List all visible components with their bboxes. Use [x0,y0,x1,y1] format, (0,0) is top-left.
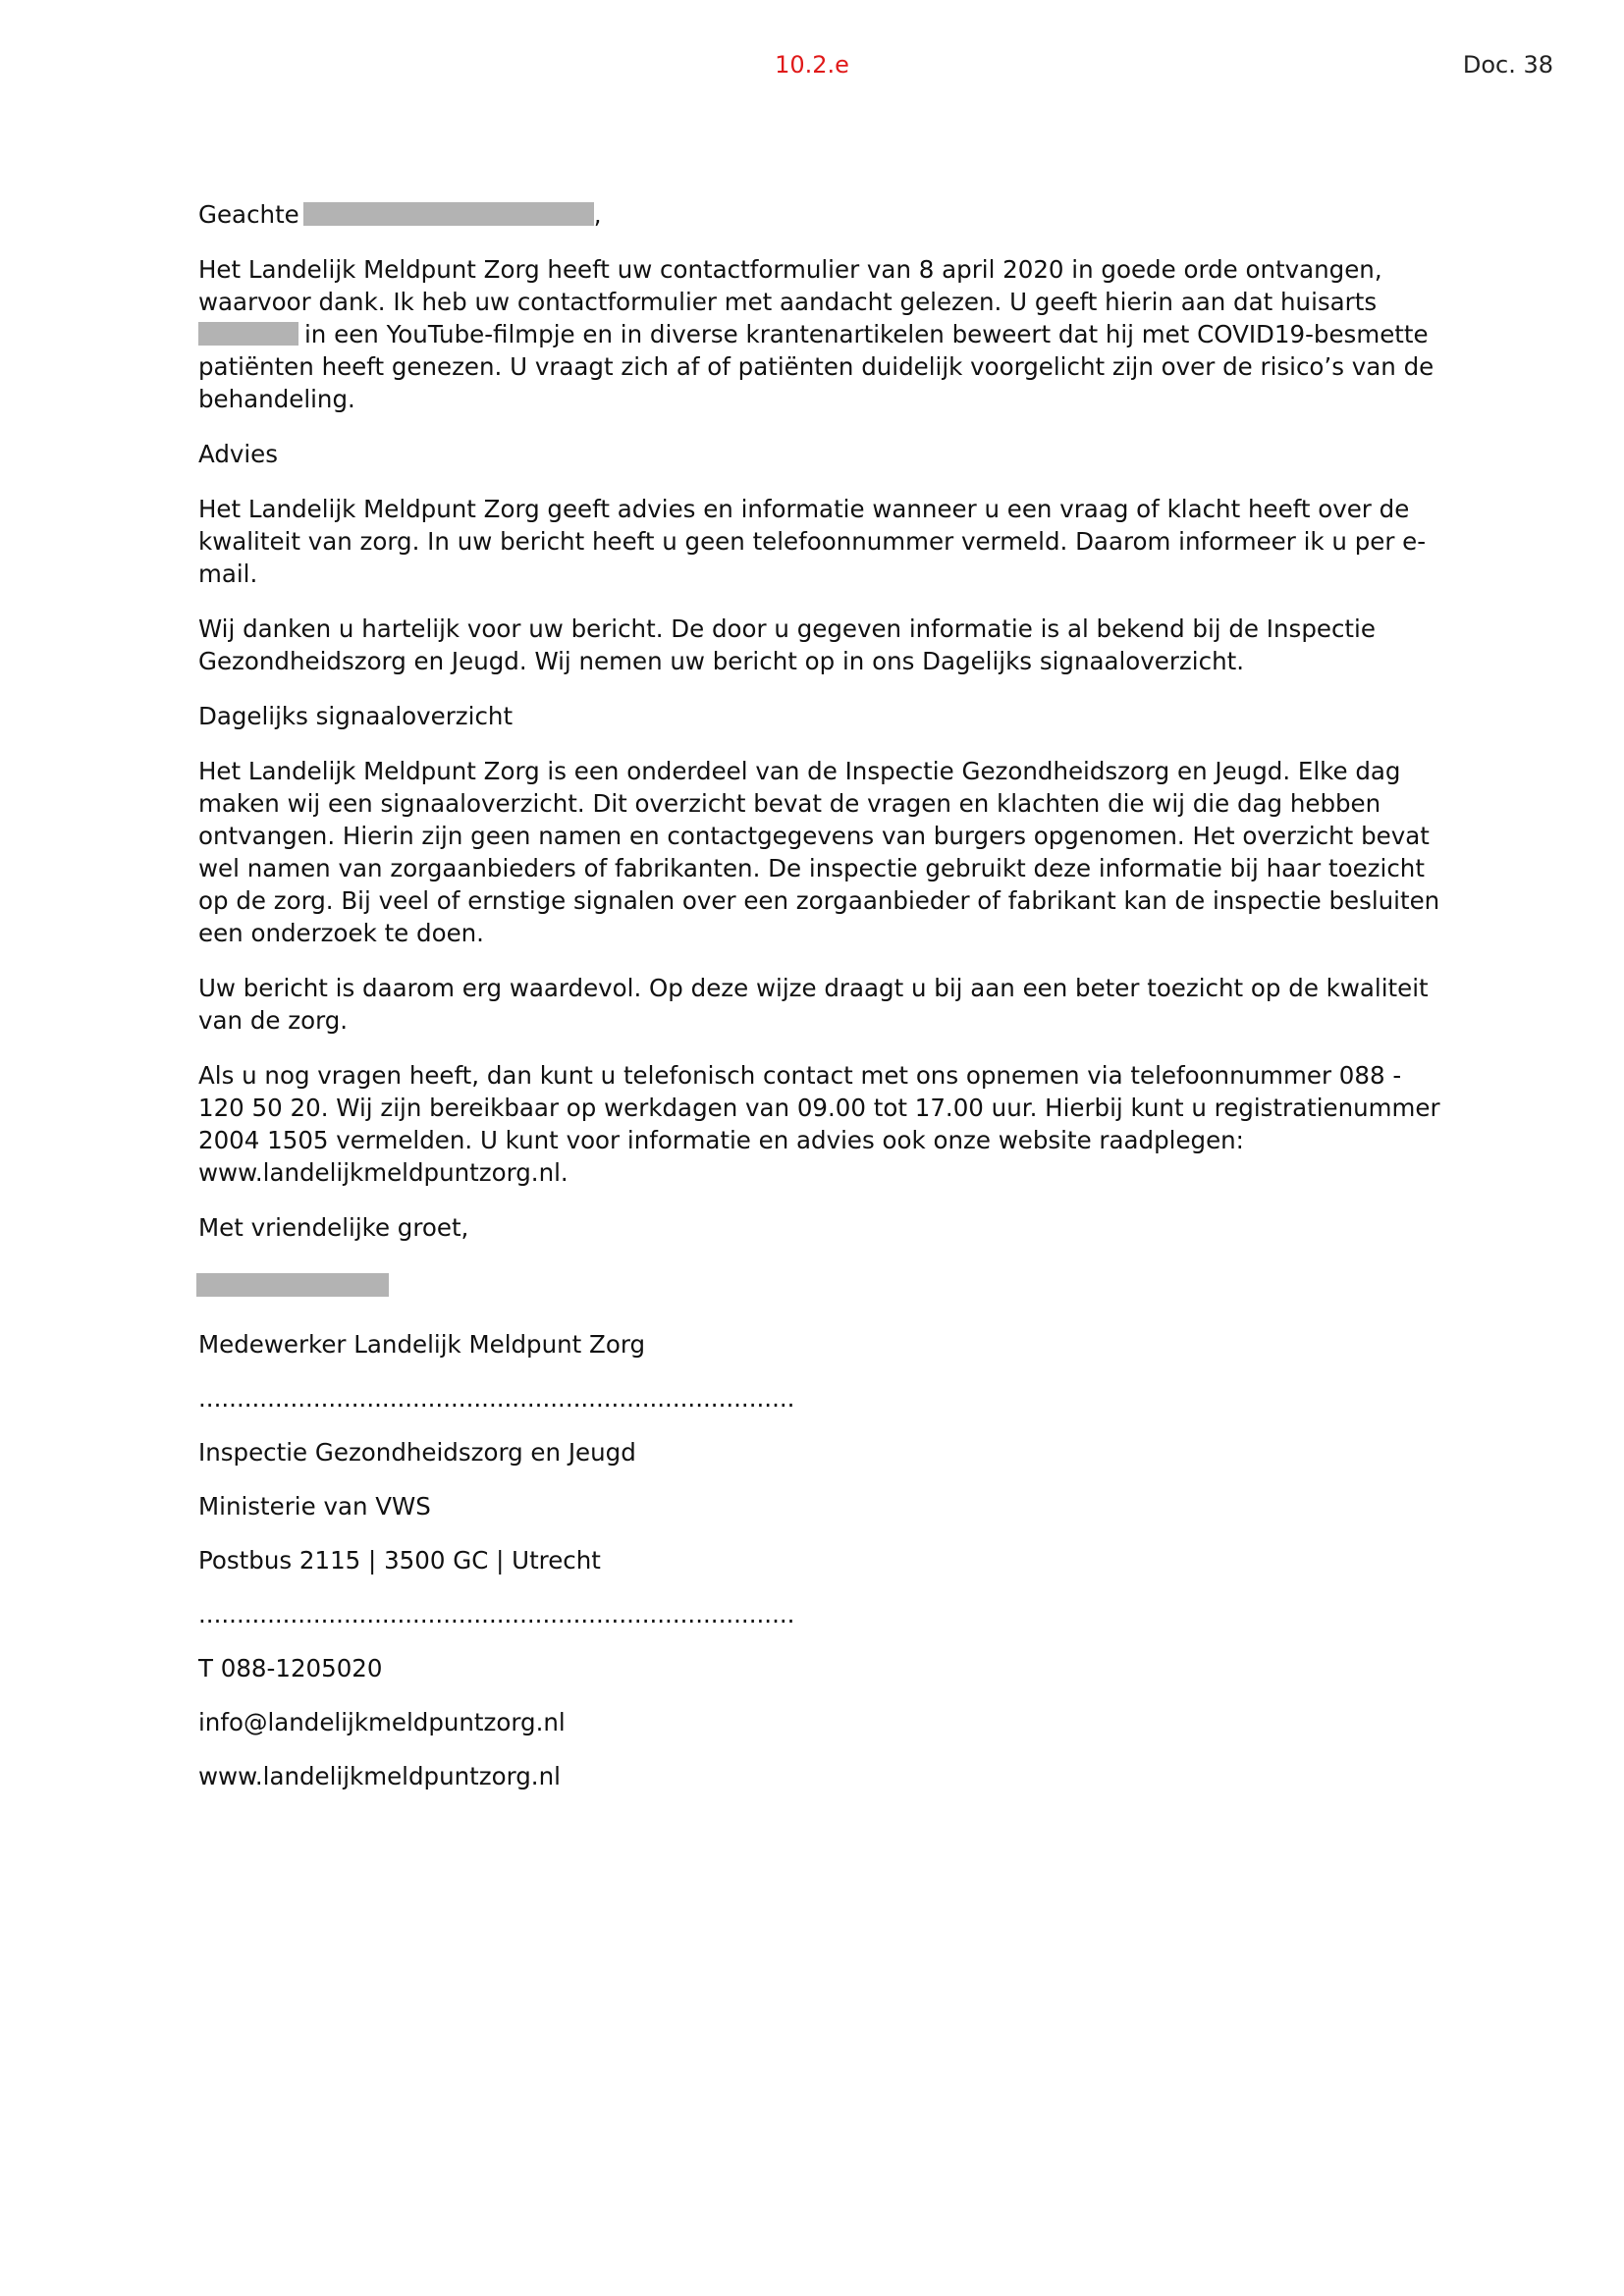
salutation-prefix: Geachte [198,200,299,229]
redacted-signature-name [196,1273,389,1297]
redacted-recipient-name [303,202,594,226]
paragraph-signaaloverzicht: Het Landelijk Meldpunt Zorg is een onderdeel van de Inspectie Gezondheidszorg en Jeugd. Elke dag maken wij een signaaloverzicht. Dit overzicht bevat de vragen en klachten die wij die dag hebben ontvangen. Hierin zijn geen namen en contactgegevens van burgers opgenomen. Het overzicht bevat wel namen van zorgaanbieders of fabrikanten. De inspectie gebruikt deze informatie bij haar toezicht op de zorg. Bij veel of ernstige signalen over een zorgaanbieder of fabrikant kan de inspectie besluiten een onderzoek te doen. [198,757,1440,947]
header-code: 10.2.e [775,51,849,79]
signature-email: info@landelijkmeldpuntzorg.nl [198,1708,566,1736]
salutation [198,198,1443,231]
paragraph-thanks: Wij danken u hartelijk voor uw bericht. De door u gegeven informatie is al bekend bij de Inspectie Gezondheidszorg en Jeugd. Wij nemen uw bericht op in ons Dagelijks signaaloverzicht. [198,614,1376,675]
redacted-signature-line [198,1266,1443,1302]
signature-role: Medewerker Landelijk Meldpunt Zorg [198,1330,646,1359]
paragraph-value: Uw bericht is daarom erg waardevol. Op deze wijze draagt u bij aan een beter toezicht op de kwaliteit van de zorg. [198,974,1429,1035]
heading-signaaloverzicht: Dagelijks signaaloverzicht [198,702,514,730]
signature-org: Inspectie Gezondheidszorg en Jeugd [198,1438,636,1467]
signature-address: Postbus 2115 | 3500 GC | Utrecht [198,1546,601,1575]
letter-body [198,198,1443,1814]
redacted-doctor-name [198,322,298,346]
salutation-suffix: , [593,200,602,229]
paragraph-advies: Het Landelijk Meldpunt Zorg geeft advies en informatie wanneer u een vraag of klacht heeft over de kwaliteit van zorg. In uw bericht heeft u geen telefoonnummer vermeld. Daarom informeer ik u per e-mail. [198,495,1427,588]
doc-number: Doc. 38 [1462,51,1553,79]
closing-greeting: Met vriendelijke groet, [198,1213,469,1242]
intro-text-part2: in een YouTube-filmpje en in diverse krantenartikelen beweert dat hij met COVID19-besmette patiënten heeft genezen. U vraagt zich af of patiënten duidelijk voorgelicht zijn over de risico’s van de behandeling. [198,320,1435,413]
signature-website: www.landelijkmeldpuntzorg.nl [198,1762,561,1790]
intro-text-part1: Het Landelijk Meldpunt Zorg heeft uw contactformulier van 8 april 2020 in goede orde ontvangen, waarvoor dank. Ik heb uw contactformulier met aandacht gelezen. U geeft hierin aan dat huisarts [198,255,1382,316]
heading-advies: Advies [198,440,279,468]
paragraph-intro [198,253,1443,415]
signature-ministry: Ministerie van VWS [198,1492,431,1521]
signature-phone: T 088-1205020 [198,1654,383,1682]
signature-block [198,1266,1443,1792]
separator-dots: .............................................................................. [198,1384,795,1413]
separator-dots-2: .............................................................................. [198,1600,795,1629]
paragraph-contact: Als u nog vragen heeft, dan kunt u telefonisch contact met ons opnemen via telefoonnummer 088 - 120 50 20. Wij zijn bereikbaar op werkdagen van 09.00 tot 17.00 uur. Hierbij kunt u registratienummer 2004 1505 vermelden. U kunt voor informatie en advies ook onze website raadplegen: www.landelijkmeldpuntzorg.nl. [198,1061,1440,1187]
